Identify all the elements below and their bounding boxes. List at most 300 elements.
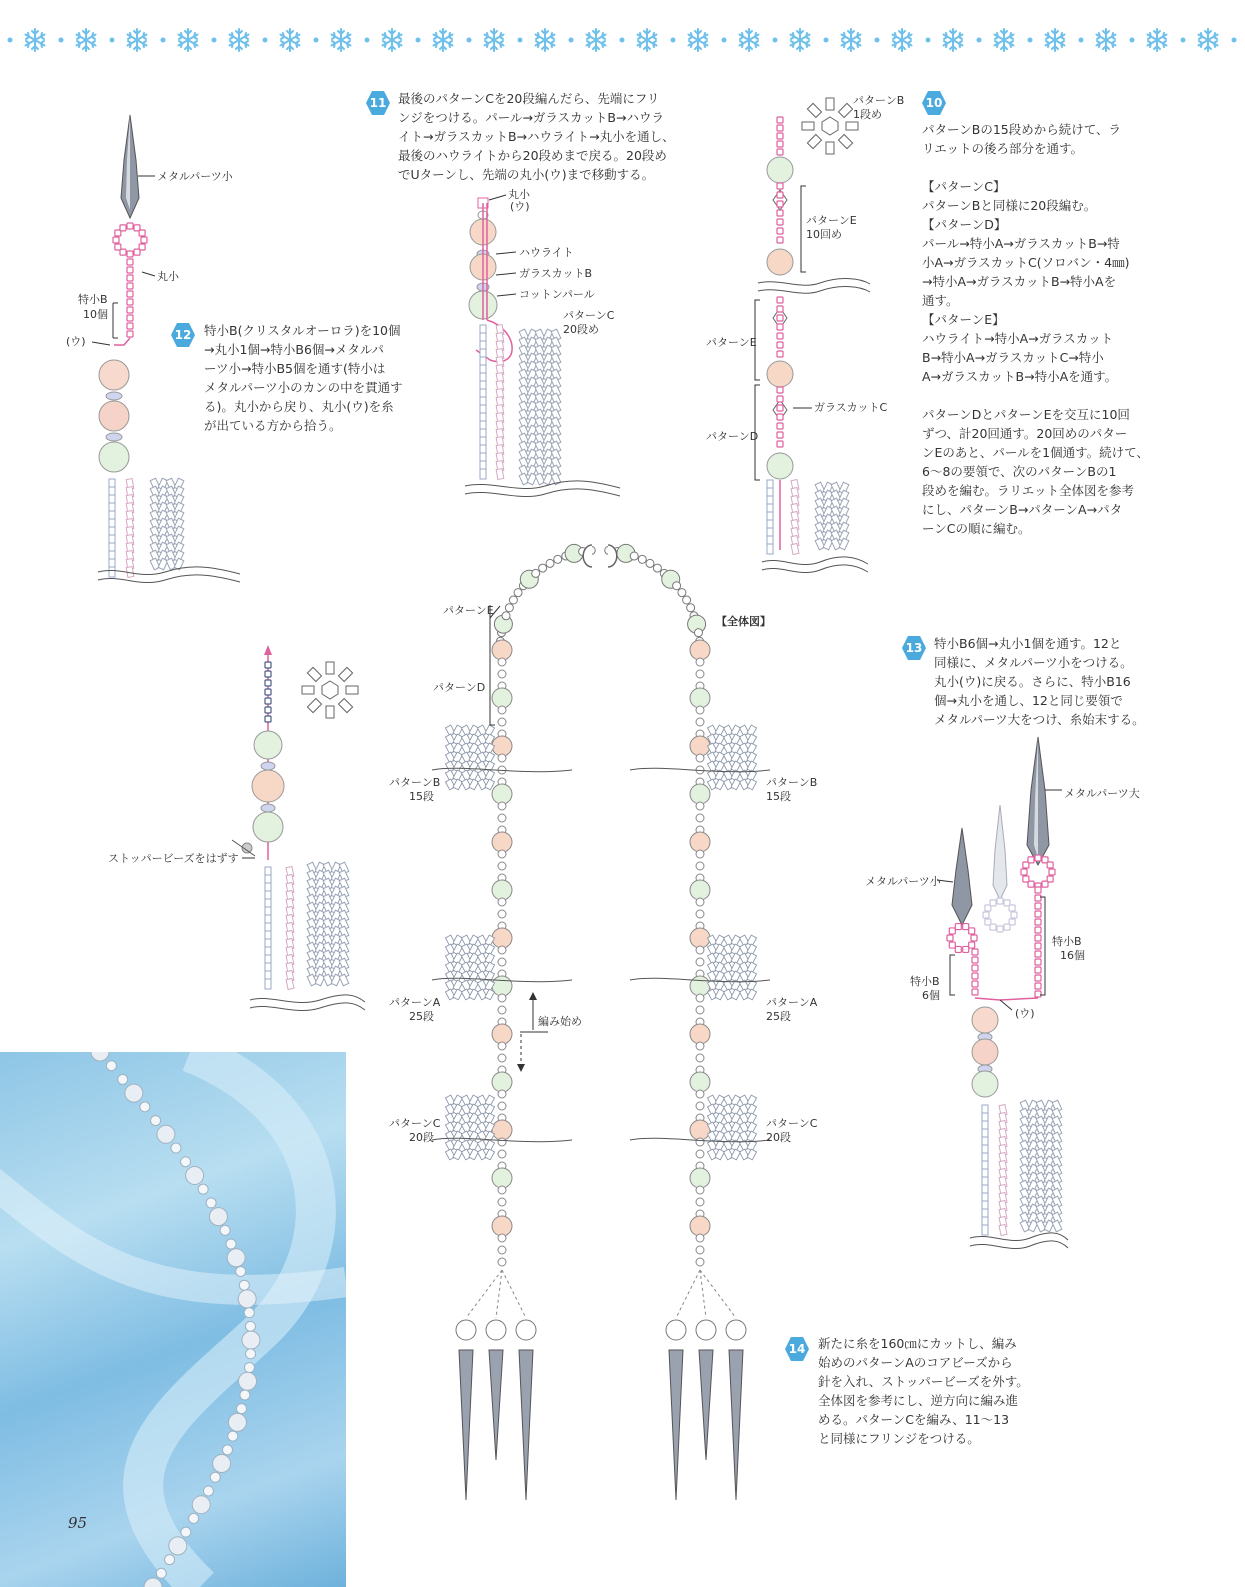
seed-bead [947,935,953,941]
bugle-bead [715,779,725,790]
step-10-line: →特小A→ガラスカットB→特小Aを [922,274,1117,289]
seed-bead [777,342,783,348]
arch-bead [505,604,513,612]
step-12-line: 特小B(クリスタルオーロラ)を10個 [204,323,401,338]
strand-bead [696,862,704,870]
step-10-badge: 10 [922,91,946,115]
step-10-line: パターンBと同様に20段編む。 [922,198,1097,213]
step-12-badge: 12 [171,323,195,347]
seed-bead [1035,975,1041,981]
step-13-badge: 13 [902,636,926,660]
strand-bead [498,658,506,666]
seed-bead [963,946,969,952]
border-dot [1181,38,1186,43]
arch-bead [539,564,547,572]
step-10-line: 【パターンE】 [922,312,1005,327]
strand-bead [696,1054,704,1062]
step-14-badge: 14 [785,1337,809,1361]
seed-bead [1035,911,1041,917]
seed-bead [983,912,989,918]
glass-cut-bead [307,667,321,681]
photo-bead [181,1157,191,1167]
seed-bead [1035,855,1041,861]
strand-bead [492,928,512,948]
step-14-line: 針を入れ、ストッパービーズを外す。 [818,1374,1029,1389]
bugle-bead [461,989,471,1000]
seed-bead [127,223,133,229]
pearl-bead [767,249,793,275]
bugle-bead [445,1149,455,1160]
step-10-line [922,158,1157,177]
seed-bead [777,133,783,139]
strand-bead [696,802,704,810]
bugle-bead [707,779,717,790]
seed-bead [1035,943,1041,949]
seed-bead [777,414,783,420]
strand-bead [696,814,704,822]
fringe-ring [666,1320,686,1340]
border-dot [875,38,880,43]
label-remove-stopper: ストッパービーズをはずす [108,852,239,865]
label-right-rows25: 25段 [766,1010,791,1023]
seed-bead [127,251,133,257]
label-pattern-c-step11: パターンC [563,309,615,322]
photo-bead [157,1125,175,1143]
snowflake-icon [689,29,708,51]
bugle-bead [731,989,741,1000]
label-pattern-d-step10: パターンD [706,430,759,443]
label-maru-small-u: 丸小 [508,188,530,201]
step-13-line: 特小B6個→丸小1個を通す。12と [934,636,1122,651]
seed-bead [1011,912,1017,918]
label-metal-small: メタルパーツ小 [157,170,233,183]
arch-bead [646,559,654,567]
figure-stopper [232,645,365,1011]
seed-bead [115,244,121,250]
strand-bead [696,1150,704,1158]
step-10-line: 6～8の要領で、次のパターンBの1 [922,464,1117,479]
photo-bead [222,1445,232,1455]
bugle-bead [496,469,504,480]
bugle-bead [485,989,495,1000]
clasp-icon [583,545,617,567]
seed-bead [777,125,783,131]
seed-bead [985,919,991,925]
strand-bead [696,1246,704,1254]
metal-spike-icon [729,1350,743,1500]
seed-bead [1021,869,1027,875]
step-10-line: 段めを編む。ラリエット全体図を参考 [922,483,1135,498]
snowflake-icon [26,29,45,51]
step-10-line: リエットの後ろ部分を通す。 [922,141,1084,156]
seed-bead [949,928,955,934]
seed-bead [1035,967,1041,973]
bugle-bead [453,779,463,790]
photo-bead [242,1331,260,1349]
metal-spike-icon [459,1350,473,1500]
label-tokusho-b-6: 特小B [910,975,940,988]
label-right-rows15: 15段 [766,790,791,803]
step-12-line: が出ている方から拾う。 [204,418,342,433]
bugle-bead [707,1149,717,1160]
strand-bead [696,910,704,918]
seed-bead [127,291,133,297]
strand-bead [690,1216,710,1236]
snowflake-icon [383,29,402,51]
step-12-line: メタルパーツ小のカンの中を貫通す [204,380,403,395]
seed-bead [1035,903,1041,909]
step-12-line: ーツ小→特小B5個を通す(特小は [204,361,386,376]
step-13-line: 丸小(ウ)に戻る。さらに、特小B16 [934,674,1131,689]
glass-cut-bead [802,122,814,130]
photo-bead [246,1349,256,1359]
label-maru-small: 丸小 [157,270,179,283]
photo-bead [228,1431,238,1441]
snowflake-icon [230,29,249,51]
label-left-rows20: 20段 [409,1131,434,1144]
strand-bead [498,1138,506,1146]
bugle-bead [477,989,487,1000]
arch-bead [687,604,695,612]
step-13-text [934,634,1154,729]
snowflake-icon [485,29,504,51]
bugle-bead [731,1149,741,1160]
step-12-text [204,321,419,435]
seed-bead [265,680,271,686]
seed-bead [777,333,783,339]
strand-bead [498,1198,506,1206]
step-10-line: ずつ、計20回通す。20回めのパター [922,426,1128,441]
seed-bead [1035,991,1041,997]
border-dot [314,38,319,43]
border-dot [59,38,64,43]
snowflake-icon [434,29,453,51]
photo-bead [151,1116,161,1126]
label-row1-step10: 1段め [853,108,882,121]
bugle-bead [747,1149,757,1160]
photo-bead [227,1249,245,1267]
strand-bead [498,718,506,726]
strand-bead [696,1186,704,1194]
glass-cut-bead [807,134,821,148]
glass-cut-bead [307,698,321,712]
strand-bead [696,658,704,666]
photo-bead [106,1061,116,1071]
seed-bead [777,297,783,303]
glass-cut-bead [338,698,352,712]
strand-bead [498,1258,506,1266]
arch-bead [509,596,517,604]
bugle-bead [445,989,455,1000]
label-tokusho-b: 特小B [78,293,108,306]
seed-bead [265,662,271,668]
photo-bead [228,1413,246,1431]
photo-bead [245,1321,255,1331]
photo-bead [220,1225,230,1235]
seed-bead [1028,857,1034,863]
bugle-bead [469,989,479,1000]
seed-bead [777,141,783,147]
strand-bead [492,1168,512,1188]
photo-bead [209,1208,227,1226]
strand-bead [492,1120,512,1140]
arch-bead [653,564,661,572]
glass-cut-bead [338,667,352,681]
arch-bead [502,612,510,620]
strand-bead [498,670,506,678]
glass-cut-bead [838,103,852,117]
seed-bead [127,275,133,281]
label-metal-large: メタルパーツ大 [1064,787,1140,800]
strand-bead [498,706,506,714]
bugle-bead [747,989,757,1000]
strand-bead [492,880,512,900]
label-right-pattern-b: パターンB [766,776,818,789]
snowflake-icon [1097,29,1116,51]
step-10-line: ンEのあと、パールを1個通す。続けて、 [922,445,1149,460]
photo-bead [198,1184,208,1194]
border-dot [1079,38,1084,43]
photo-bead [210,1472,220,1482]
arch-bead [694,629,702,637]
strand-bead [498,754,506,762]
seed-bead [1035,959,1041,965]
step-11-line: でUターンし、先端の丸小(ウ)まで移動する。 [398,167,655,182]
seed-bead [127,307,133,313]
border-dot [467,38,472,43]
strand-bead [696,1006,704,1014]
bugle-bead [485,779,495,790]
seed-bead [1004,924,1010,930]
label-right-pattern-a: パターンA [766,996,818,1009]
fringe-ring [516,1320,536,1340]
step-12-line: る)。丸小から戻り、丸小(ウ)を糸 [204,399,394,414]
seed-bead [777,432,783,438]
step-14-line: 全体図を参考にし、逆方向に編み進 [818,1393,1019,1408]
step-10-line: パターンBの15段めから続けて、ラ [922,122,1121,137]
arch-bead [514,589,522,597]
strand-bead [492,1216,512,1236]
border-dot [518,38,523,43]
label-pattern-e-step10: パターンE [806,214,857,227]
metal-spike-icon [519,1350,533,1500]
strand-bead [498,1090,506,1098]
step-14-line: 新たに糸を160㎝にカットし、編み [818,1336,1017,1351]
fringe-ring [486,1320,506,1340]
figure-step11 [465,195,620,497]
photo-bead [206,1198,216,1208]
seed-bead [777,396,783,402]
bugle-bead [453,989,463,1000]
glass-cut-bead [826,98,834,110]
label-left-rows15: 15段 [409,790,434,803]
step-11-line: ンジをつける。パール→ガラスカットB→ハウラ [398,110,664,125]
border-dot [416,38,421,43]
label-left-pattern-b: パターンB [389,776,441,789]
step-10-line: にし、パターンB→パターンA→パタ [922,502,1123,517]
step-11-text [398,89,688,184]
seed-bead [127,299,133,305]
seed-bead [777,219,783,225]
bugle-bead [477,1149,487,1160]
step-10-line: B→特小A→ガラスカットC→特小 [922,350,1104,365]
strand-bead [690,1120,710,1140]
photo-bead [156,1568,166,1578]
bugle-bead [265,979,271,989]
step-11-line: 最後のパターンCを20段編んだら、先端にフリ [398,91,660,106]
seed-bead [127,283,133,289]
strand-bead [498,910,506,918]
strand-bead [696,898,704,906]
photo-bead [181,1527,191,1537]
bugle-bead [477,779,487,790]
step-10-line: ーンCの順に編む。 [922,521,1031,536]
photo-bead [236,1266,246,1276]
label-left-pattern-a: パターンA [389,996,441,1009]
label-u: (ウ) [66,335,86,348]
strand-bead [690,832,710,852]
seed-bead [777,201,783,207]
seed-bead [972,949,978,955]
seed-bead [113,237,119,243]
step-14-line: 始めのパターンAのコアビーズから [818,1355,1013,1370]
bugle-bead [982,1225,988,1235]
step-10-line: A→ガラスカットB→特小Aを通す。 [922,369,1118,384]
strand-bead [690,976,710,996]
strand-bead [696,754,704,762]
seed-bead [265,698,271,704]
snowflake-icon [944,29,963,51]
arch-bead [683,596,691,604]
label-rows20-step11: 20段め [563,323,599,336]
seed-bead [1042,881,1048,887]
seed-bead [141,237,147,243]
pearl-bead [767,453,793,479]
strand-bead [498,814,506,822]
seed-bead [1035,895,1041,901]
arch-bead [638,555,646,563]
snowflake-icon [893,29,912,51]
strand-bead [696,706,704,714]
seed-bead [134,249,140,255]
step-11-line: イト→ガラスカットB→ハウライト→丸小を通し、 [398,129,675,144]
seed-bead [955,924,961,930]
center-bead [322,681,338,699]
bugle-bead [723,779,733,790]
glass-cut-bead [326,706,334,718]
step-10-line: 小A→ガラスカットC(ソロバン・4㎜) [922,255,1130,270]
strand-bead [696,718,704,726]
label-pcs16: 16個 [1060,949,1085,962]
strand-bead [690,1024,710,1044]
bugle-bead [767,544,773,554]
seed-bead [972,965,978,971]
step-14-text [818,1334,1038,1448]
snowflake-icon [179,29,198,51]
seed-bead [1009,905,1015,911]
step-10-line: パターンDとパターンEを交互に10回 [922,407,1130,422]
snowflake-icon [1199,29,1218,51]
strand-bead [690,1168,710,1188]
snowflake-icon [1046,29,1065,51]
strand-bead [492,1072,512,1092]
arch-bead [678,589,686,597]
photo-bead [186,1166,204,1184]
metal-spike-icon [669,1350,683,1500]
seed-bead [777,117,783,123]
strand-bead [696,1258,704,1266]
figure-step10 [755,98,870,573]
seed-bead [1035,935,1041,941]
seed-bead [997,898,1003,904]
strand-bead [492,688,512,708]
seed-bead [127,331,133,337]
strand-bead [690,784,710,804]
seed-bead [777,149,783,155]
photo-bead [165,1555,175,1565]
seed-bead [1035,983,1041,989]
photo-bead [226,1239,236,1249]
fringe-ring [726,1320,746,1340]
strand-bead [492,1024,512,1044]
glass-cut-bead [846,122,858,130]
seed-bead [949,942,955,948]
strand-bead [492,832,512,852]
metal-spike-icon [489,1350,503,1460]
strand-bead [696,1102,704,1110]
seed-bead [265,671,271,677]
photo-bead [169,1537,187,1555]
border-dot [1028,38,1033,43]
snowflake-icon [638,29,657,51]
strand-bead [498,1246,506,1254]
photo-bead [213,1455,231,1473]
strand-bead [498,1042,506,1050]
step-10-line: パール→特小A→ガラスカットB→特 [922,236,1120,251]
border-dot [977,38,982,43]
label-pattern-b-step10: パターンB [853,94,905,107]
arch-bead [546,559,554,567]
label-metal-small-step13: メタルパーツ小 [865,875,941,888]
bugle-bead [461,779,471,790]
label-overall: 【全体図】 [716,615,771,628]
bugle-bead [739,989,749,1000]
photo-bead [240,1390,250,1400]
strand-bead [690,880,710,900]
seed-bead [955,946,961,952]
label-right-rows20: 20段 [766,1131,791,1144]
label-cotton-pearl: コットンパール [519,288,595,301]
bugle-bead [723,989,733,1000]
bugle-bead [453,1149,463,1160]
label-times10-step10: 10回め [806,228,842,241]
center-bead [822,117,838,135]
strand-bead [696,946,704,954]
bugle-bead [715,989,725,1000]
border-dot [365,38,370,43]
strand-bead [696,994,704,1002]
snowflake-border [8,29,1245,51]
label-glasscut-c: ガラスカットC [814,401,888,414]
step-10-line: ハウライト→特小A→ガラスカット [922,331,1114,346]
bugle-bead [445,779,455,790]
strand-bead [690,736,710,756]
bugle-bead [485,1149,495,1160]
glass-cut-bead [326,662,334,674]
seed-bead [777,351,783,357]
glass-cut-bead [302,686,314,694]
label-howlite: ハウライト [519,246,574,259]
